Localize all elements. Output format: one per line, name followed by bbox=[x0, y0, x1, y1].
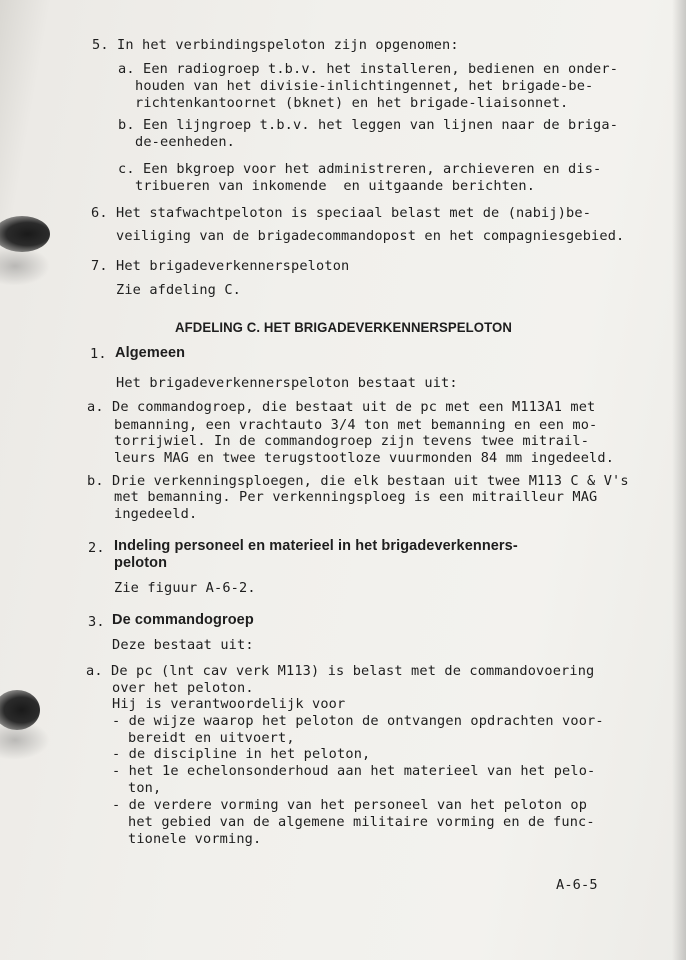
subsection-title: peloton bbox=[114, 555, 168, 571]
text-line: a. De commandogroep, die bestaat uit de pc met een M113A1 met bbox=[87, 399, 596, 415]
text-line: ton, bbox=[128, 780, 162, 796]
section-number: 1. bbox=[90, 346, 107, 362]
text-line: a. Een radiogroep t.b.v. het installeren, bedienen en onder- bbox=[118, 61, 619, 77]
text-line: - de discipline in het peloton, bbox=[112, 746, 371, 762]
text-line: c. Een bkgroep voor het administreren, archieveren en dis- bbox=[118, 161, 602, 177]
text-line: Zie figuur A-6-2. bbox=[114, 580, 256, 596]
text-line: bemanning, een vrachtauto 3/4 ton met bemanning en een mo- bbox=[114, 417, 598, 433]
page-number: A-6-5 bbox=[556, 877, 598, 893]
text-line: houden van het divisie-inlichtingennet, het brigade-be- bbox=[135, 78, 594, 94]
text-line: over het peloton. bbox=[112, 680, 254, 696]
text-line: de-eenheden. bbox=[135, 134, 236, 150]
section-number: 3. bbox=[88, 614, 105, 630]
text-line: - de wijze waarop het peloton de ontvangen opdrachten voor- bbox=[112, 713, 604, 729]
text-line: - het 1e echelonsonderhoud aan het materieel van het pelo- bbox=[112, 763, 596, 779]
subsection-title: Indeling personeel en materieel in het brigadeverkenners- bbox=[114, 538, 518, 554]
subsection-title: De commandogroep bbox=[112, 612, 254, 628]
text-line: 5. In het verbindingspeloton zijn opgenomen: bbox=[92, 37, 459, 53]
text-line: ingedeeld. bbox=[114, 506, 198, 522]
text-line: Hij is verantwoordelijk voor bbox=[112, 696, 346, 712]
text-line: leurs MAG en twee terugstootloze vuurmonden 84 mm ingedeeld. bbox=[114, 450, 615, 466]
text-line: tribueren van inkomende en uitgaande berichten. bbox=[135, 178, 536, 194]
punch-hole-shadow bbox=[0, 246, 50, 286]
subsection-title: Algemeen bbox=[115, 345, 186, 361]
section-heading: AFDELING C. HET BRIGADEVERKENNERSPELOTON bbox=[175, 319, 512, 335]
page-edge-shadow bbox=[672, 0, 686, 960]
section-number: 2. bbox=[88, 540, 105, 556]
text-line: richtenkantoornet (bknet) en het brigade-liaisonnet. bbox=[135, 95, 569, 111]
text-line: Deze bestaat uit: bbox=[112, 637, 254, 653]
text-line: het gebied van de algemene militaire vorming en de func- bbox=[128, 814, 595, 830]
text-line: Het brigadeverkennerspeloton bestaat uit: bbox=[116, 375, 458, 391]
text-line: met bemanning. Per verkenningsploeg is een mitrailleur MAG bbox=[114, 489, 598, 505]
text-line: bereidt en uitvoert, bbox=[128, 730, 295, 746]
text-line: veiliging van de brigadecommandopost en het compagniesgebied. bbox=[116, 228, 625, 244]
text-line: tionele vorming. bbox=[128, 831, 262, 847]
text-line: Zie afdeling C. bbox=[116, 282, 242, 298]
text-line: a. De pc (lnt cav verk M113) is belast met de commandovoering bbox=[86, 663, 595, 679]
text-line: 7. Het brigadeverkennerspeloton bbox=[91, 258, 350, 274]
text-line: 6. Het stafwachtpeloton is speciaal belast met de (nabij)be- bbox=[91, 205, 592, 221]
text-line: b. Een lijngroep t.b.v. het leggen van lijnen naar de briga- bbox=[118, 117, 619, 133]
text-line: torrijwiel. In de commandogroep zijn tevens twee mitrail- bbox=[114, 433, 590, 449]
text-line: b. Drie verkenningsploegen, die elk bestaan uit twee M113 C & V's bbox=[87, 473, 629, 489]
text-line: - de verdere vorming van het personeel van het peloton op bbox=[112, 797, 588, 813]
